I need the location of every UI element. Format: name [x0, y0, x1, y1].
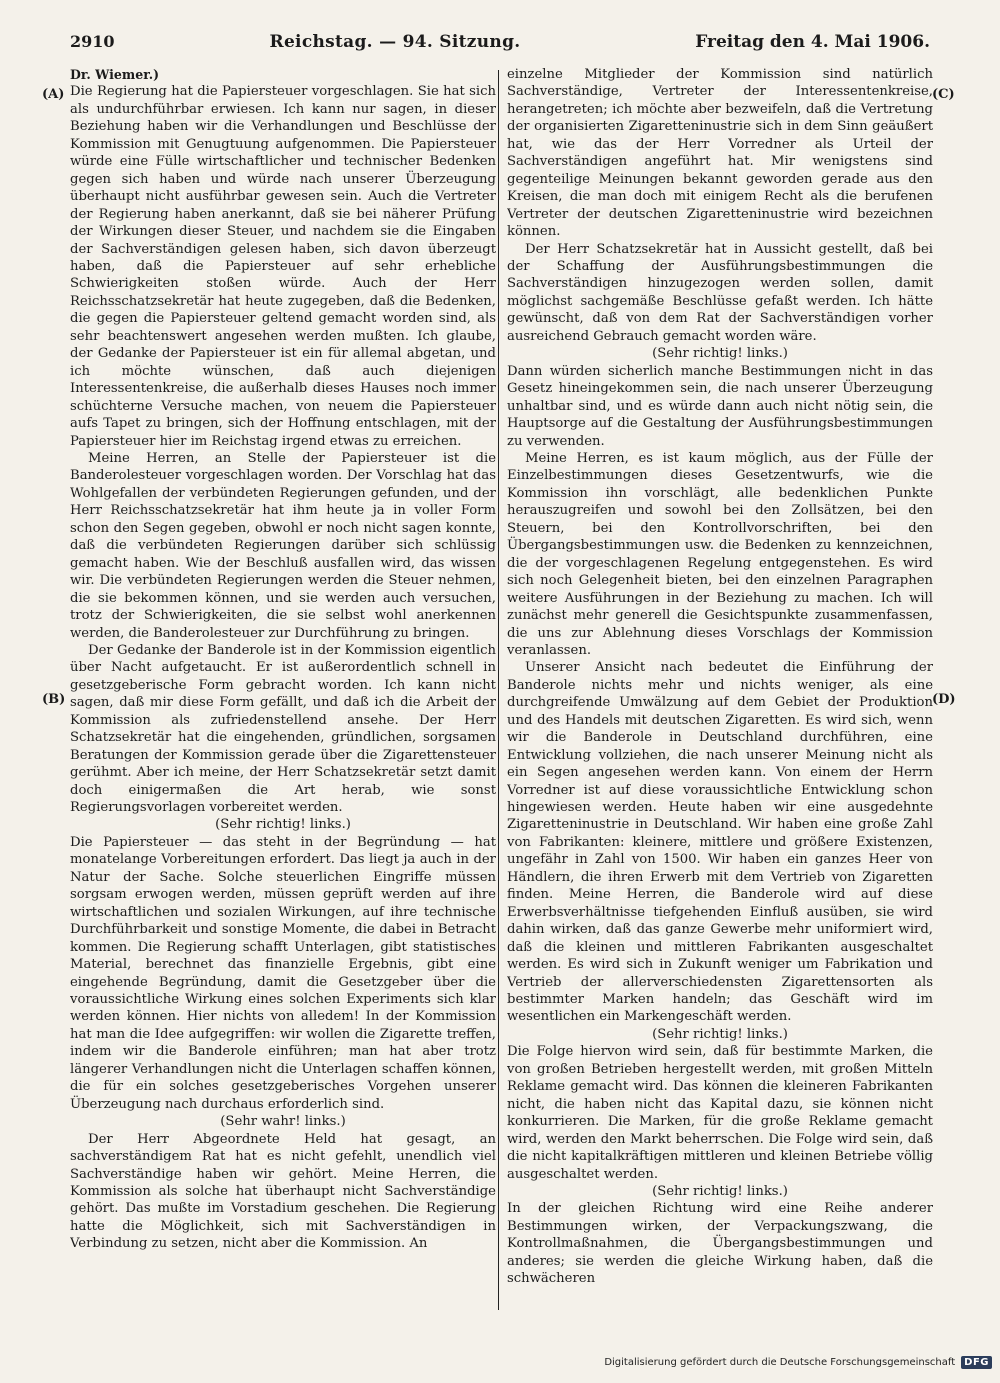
- session-date: Freitag den 4. Mai 1906.: [695, 32, 930, 52]
- margin-marker-c: (C): [932, 87, 955, 102]
- dfg-logo: DFG: [961, 1356, 992, 1369]
- margin-marker-a: (A): [42, 87, 65, 102]
- paragraph: Die Folge hiervon wird sein, daß für bestimmte Marken, die von großen Betrieben hergestellt werden, mit großen Mitteln Reklame gemacht wird. Das können die kleineren Fabrikanten nicht, die haben nicht das Kapital dazu, sie können nicht konkurrieren. Die Marken, für die große Reklame gemacht wird, werden den Markt beherrschen. Die Folge wird sein, daß die nicht kapitalkräftigen mittleren und kleinen Betriebe völlig ausgeschaltet werden.: [507, 1044, 933, 1182]
- left-column: [70, 66, 496, 1312]
- page-header: [70, 32, 930, 60]
- margin-marker-b: (B): [42, 692, 66, 707]
- interjection: (Sehr richtig! links.): [652, 1026, 788, 1042]
- paragraph: Die Regierung hat die Papiersteuer vorgeschlagen. Sie hat sich als undurchführbar erwiesen. Ich kann nur sagen, in dieser Beziehung haben wir die Verhandlungen und Beschlüsse der Kommission mit Genugtuung aufgenommen. Die Papiersteuer würde eine Fülle wirtschaftlicher und technischer Bedenken gegen sich haben und würde nach unserer Überzeugung überhaupt nicht ausführbar gewesen sein. Auch die Vertreter der Regierung haben anerkannt, daß sie bei näherer Prüfung der Wirkungen dieser Steuer, und nachdem sie die Eingaben der Sachverständigen gelesen haben, sich davon überzeugt haben, daß die Papiersteuer auf sehr erhebliche Schwierigkeiten stoßen würde. Auch der Herr Reichsschatzsekretär hat heute zugegeben, daß die Bedenken, die gegen die Papiersteuer geltend gemacht worden sind, als sehr beachtenswert angesehen werden mußten. Ich glaube, der Gedanke der Papiersteuer ist ein für allemal abgetan, und ich möchte wünschen, daß auch diejenigen Interessentenkreise, die außerhalb dieses Hauses noch immer schüchterne Versuche machen, von neuem die Papiersteuer aufs Tapet zu bringen, sich der Hoffnung entschlagen, mit der Papiersteuer hier im Reichstag irgend etwas zu erreichen.: [70, 84, 496, 449]
- paragraph: einzelne Mitglieder der Kommission sind natürlich Sachverständige, Vertreter der Interessentenkreise, herangetreten; ich möchte aber bezweifeln, daß die Vertretung der organisierten Zigaretteninustrie sich in dem Sinn geäußert hat, wie das der Herr Vorredner als Urteil der Sachverständigen angeführt hat. Mir wenigstens sind gegenteilige Meinungen bekannt geworden gerade aus den Kreisen, die man doch mit einigem Recht als die berufenen Vertreter der deutschen Zigaretteninustrie wird bezeichnen können.: [507, 67, 933, 240]
- paragraph: Der Gedanke der Banderole ist in der Kommission eigentlich über Nacht aufgetaucht. Er ist außerordentlich schnell in gesetzgeberische Form gebracht worden. Ich kann nicht sagen, daß mir diese Form gefällt, und daß ich die Arbeit der Kommission als zufriedenstellend ansehe. Der Herr Schatzsekretär hat die eingehenden, gründlichen, sorgsamen Beratungen der Kommission gerade über die Zigarettensteuer gerühmt. Aber ich meine, der Herr Schatzsekretär setzt damit doch einigermaßen die Art herab, wie sonst Regierungsvorlagen vorbereitet werden.: [70, 642, 496, 816]
- paragraph: Meine Herren, es ist kaum möglich, aus der Fülle der Einzelbestimmungen dieses Gesetzentwurfs, wie die Kommission ihn vorschlägt, alle bedenklichen Punkte herauszugreifen und sowohl bei den Zollsätzen, bei den Steuern, bei den Kontrollvorschriften, bei den Übergangsbestimmungen usw. die Bedenken zu kennzeichnen, die der vorgeschlagenen Regelung entgegenstehen. Es wird sich noch Gelegenheit bieten, bei den einzelnen Paragraphen weitere Ausführungen in der Beziehung zu machen. Ich will zunächst mehr generell die Gesichtspunkte zusammenfassen, die uns zur Ablehnung dieses Vorschlags der Kommission veranlassen.: [507, 450, 933, 658]
- credit-text: Digitalisierung gefördert durch die Deutsche Forschungsgemeinschaft: [604, 1357, 956, 1368]
- paragraph: Die Papiersteuer — das steht in der Begründung — hat monatelange Vorbereitungen erfordert. Das liegt ja auch in der Natur der Sache. Solche steuerlichen Eingriffe müssen sorgsam erwogen werden, müssen geprüft werden auf ihre wirtschaftlichen und sozialen Wirkungen, auf ihre technische Durchführbarkeit und sonstige Momente, die dabei in Betracht kommen. Die Regierung schafft Unterlagen, gibt statistisches Material, berechnet das finanzielle Ergebnis, gibt eine eingehende Begründung, damit die Gesetzgeber über die voraussichtliche Wirkung eines solchen Experiments sich klar werden können. Hier nichts von alledem! In der Kommission hat man die Idee aufgegriffen: wir wollen die Zigarette treffen, indem wir die Banderole einführen; man hat aber trotz längerer Verhandlungen nicht die Unterlagen schaffen können, die für ein solches gesetzgeberisches Vorgehen unserer Überzeugung nach durchaus erforderlich sind.: [70, 834, 496, 1112]
- running-title: Reichstag. — 94. Sitzung.: [269, 32, 521, 52]
- interjection: (Sehr wahr! links.): [220, 1114, 346, 1130]
- margin-marker-d: (D): [932, 692, 956, 707]
- interjection: (Sehr richtig! links.): [652, 1184, 788, 1199]
- paragraph: Unserer Ansicht nach bedeutet die Einführung der Banderole nichts mehr und nichts weniger, als eine durchgreifende Umwälzung auf dem Gebiet der Produktion und des Handels mit deutschen Zigaretten. Es wird sich, wenn wir die Banderole in Deutschland durchführen, eine Entwicklung vollziehen, die nach unserer Meinung nicht als ein Segen angesehen werden kann. Von einem der Herrn Vorredner ist auf diese voraussichtliche Entwicklung schon hingewiesen werden. Heute haben wir eine ausgedehnte Zigaretteninustrie in Deutschland. Wir haben eine große Zahl von Fabrikanten: kleinere, mittlere und größere Existenzen, ungefähr in Zahl von 1500. Wir haben ein ganzes Heer von Händlern, die ihren Erwerb mit dem Vertrieb von Zigaretten finden. Meine Herren, die Banderole wird auf diese Erwerbsverhältnisse tiefgehenden Einfluß ausüben, sie wird dahin wirken, daß das ganze Gewerbe mehr uniformiert wird, daß die kleinen und mittleren Fabrikanten ausgeschaltet werden. Es wird sich in Zukunft weniger um Fabrikation und Vertrieb der allerverschiedensten Zigarettensorten als bestimmter Marken handeln; das Geschäft wird im wesentlichen ein Markengeschäft werden.: [507, 660, 933, 1025]
- paragraph: Meine Herren, an Stelle der Papiersteuer ist die Banderolesteuer vorgeschlagen worden. Der Vorschlag hat das Wohlgefallen der verbündeten Regierungen gefunden, und der Herr Reichsschatzsekretär hat ihm heute ja in voller Form schon den Segen gegeben, obwohl er noch nicht sagen konnte, daß die verbündeten Regierungen darüber sich schlüssig gemacht haben. Wie der Beschluß ausfallen wird, das wissen wir. Die verbündeten Regierungen werden die Steuer nehmen, die sie bekommen können, und sie werden auch versuchen, trotz der Schwierigkeiten, die sie selbst wohl anerkennen werden, die Banderolesteuer zur Durchführung zu bringen.: [70, 450, 496, 641]
- digitization-credit: [604, 1356, 992, 1369]
- paragraph: Der Herr Schatzsekretär hat in Aussicht gestellt, daß bei der Schaffung der Ausführungsbestimmungen die Sachverständigen hinzugezogen werden sollen, damit möglichst sachgemäße Beschlüsse gefaßt werden. Ich hätte gewünscht, daß von dem Rat der Sachverständigen vorher ausreichend Gebrauch gemacht worden wäre.: [507, 241, 933, 344]
- right-column: [507, 66, 933, 1312]
- paragraph: Der Herr Abgeordnete Held hat gesagt, an sachverständigem Rat hat es nicht gefehlt, unendlich viel Sachverständige haben wir gehört. Meine Herren, die Kommission als solche hat überhaupt nicht Sachverständige gehört. Das mußte im Vorstadium geschehen. Die Regierung hatte die Möglichkeit, sich mit Sachverständigen in Verbindung zu setzen, nicht aber die Kommission. An: [70, 1131, 496, 1252]
- paragraph: Dann würden sicherlich manche Bestimmungen nicht in das Gesetz hineingekommen sein, die nach unserer Überzeugung unhaltbar sind, und es würde dann auch nicht nötig sein, die Hauptsorge auf die Gestaltung der Ausführungsbestimmungen zu verwenden.: [507, 363, 933, 449]
- interjection: (Sehr richtig! links.): [215, 817, 351, 833]
- page-number: 2910: [70, 32, 115, 51]
- column-divider: [498, 70, 499, 1310]
- interjection: (Sehr richtig! links.): [652, 346, 788, 362]
- paragraph: In der gleichen Richtung wird eine Reihe anderer Bestimmungen wirken, der Verpackungszwang, die Kontrollmaßnahmen, die Übergangsbestimmungen und anderes; sie werden die gleiche Wirkung haben, daß die schwächeren: [507, 1201, 933, 1287]
- speaker-name: Dr. Wiemer.): [70, 67, 160, 82]
